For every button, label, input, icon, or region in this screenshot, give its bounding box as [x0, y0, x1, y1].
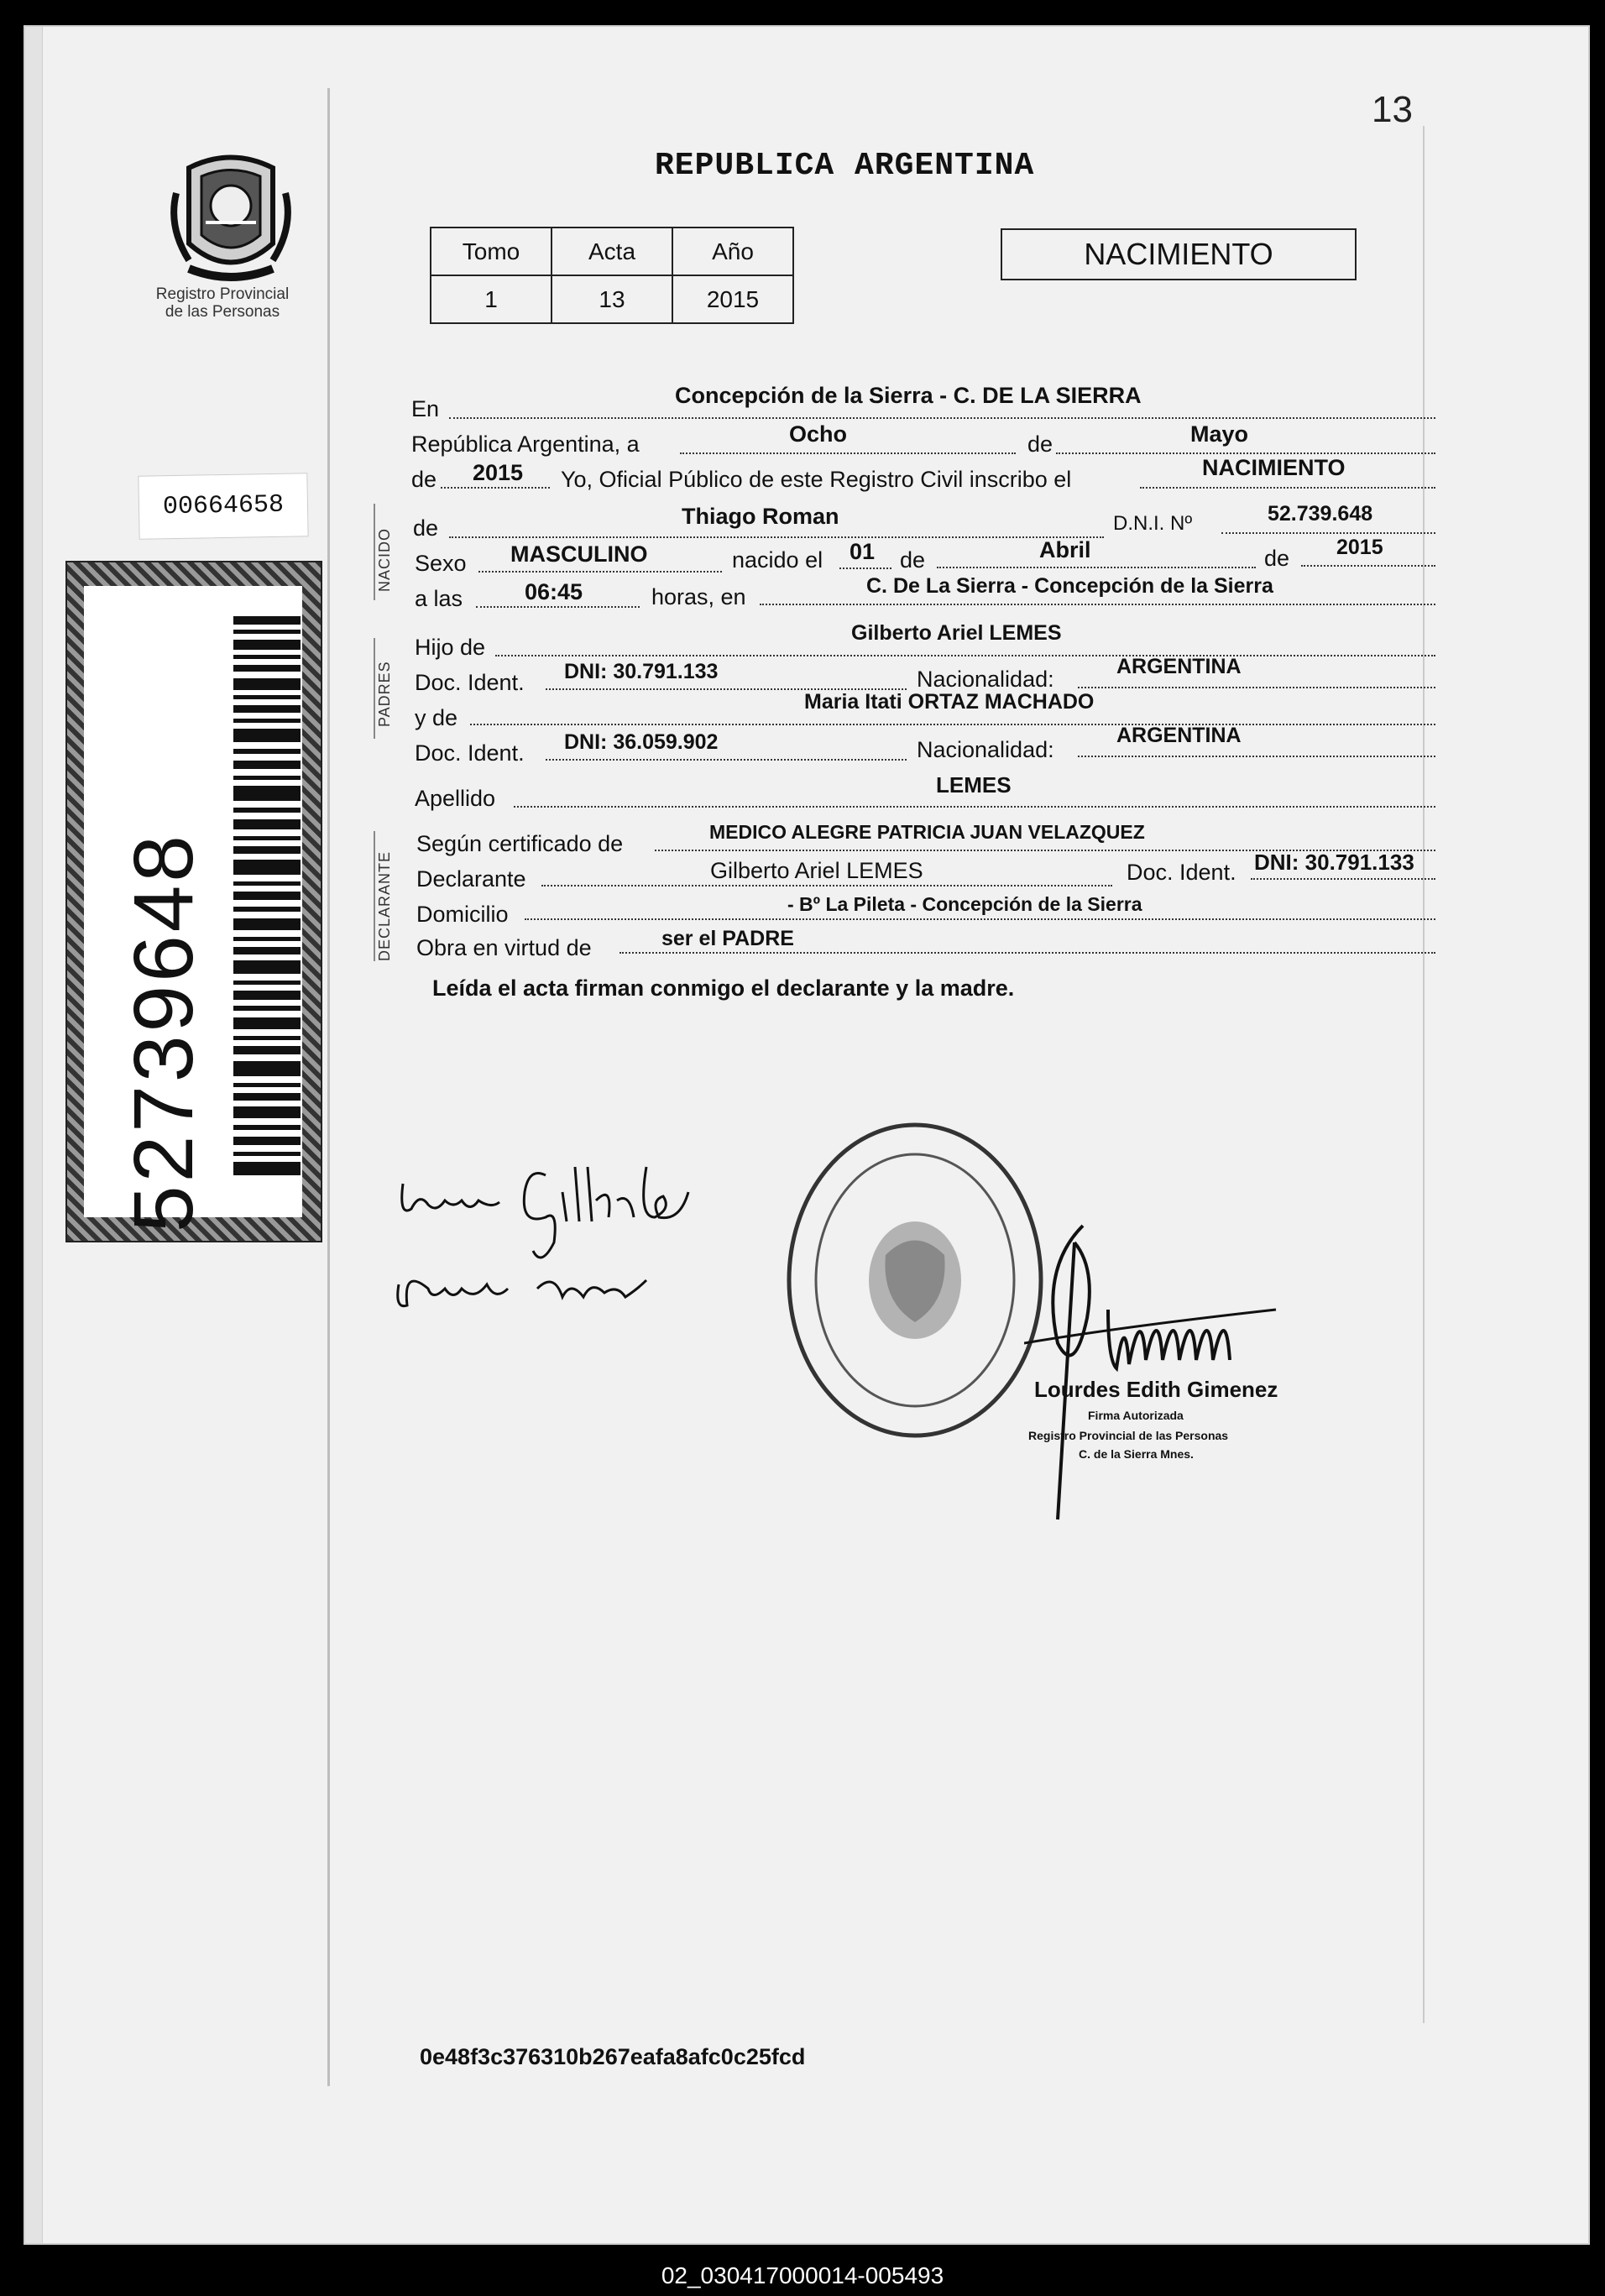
- official-seal: [781, 1117, 1049, 1444]
- field-nac-mes: Abril: [1039, 537, 1091, 562]
- label-de-nombre: de: [413, 515, 439, 541]
- dotted-line: [478, 571, 722, 573]
- control-number-label: 00664658: [138, 473, 308, 540]
- logo-caption-line1: Registro Provincial: [155, 285, 290, 303]
- field-nombre: Thiago Roman: [682, 504, 839, 529]
- field-declarante: Gilberto Ariel LEMES: [710, 858, 923, 883]
- label-horas-en: horas, en: [651, 584, 746, 609]
- field-padre-nac: ARGENTINA: [1116, 655, 1242, 678]
- registry-value-anio: 2015: [672, 275, 793, 323]
- registry-header-tomo: Tomo: [431, 228, 552, 275]
- label-doc-ident-2: Doc. Ident.: [415, 740, 525, 766]
- label-de-2: de: [900, 547, 926, 573]
- dotted-line: [514, 806, 1435, 808]
- dotted-line: [680, 452, 1016, 454]
- label-sexo: Sexo: [415, 551, 467, 576]
- registry-value-acta: 13: [552, 275, 672, 323]
- label-nacionalidad-2: Nacionalidad:: [917, 737, 1054, 762]
- document-title: REPUBLICA ARGENTINA: [655, 148, 1035, 184]
- field-padre-doc: DNI: 30.791.133: [564, 660, 719, 683]
- dotted-line: [476, 606, 640, 608]
- label-de-year: de: [411, 467, 437, 492]
- label-domicilio: Domicilio: [416, 902, 509, 927]
- label-yo-oficial: Yo, Oficial Público de este Registro Civil inscribo el: [561, 467, 1072, 492]
- field-sexo: MASCULINO: [510, 541, 648, 567]
- document-type-box: NACIMIENTO: [1001, 228, 1357, 280]
- barcode-frame: [65, 561, 322, 1242]
- logo-caption-line2: de las Personas: [165, 303, 280, 321]
- field-declarante-doc: DNI: 30.791.133: [1254, 850, 1414, 875]
- label-nacionalidad-1: Nacionalidad:: [917, 667, 1054, 692]
- province-seal-logo: [155, 143, 306, 294]
- footer-file-id: 02_030417000014-005493: [661, 2262, 944, 2288]
- field-apellido: LEMES: [936, 772, 1012, 798]
- dotted-line: [546, 759, 907, 761]
- dotted-line: [441, 487, 550, 489]
- field-tipo: NACIMIENTO: [1202, 455, 1346, 480]
- label-doc-ident-3: Doc. Ident.: [1127, 860, 1236, 885]
- dotted-line: [937, 567, 1256, 568]
- label-declarante: Declarante: [416, 866, 526, 892]
- registry-header-anio: Año: [672, 228, 793, 275]
- field-dia: Ocho: [789, 421, 848, 447]
- section-rule-nacido: [374, 504, 375, 600]
- dotted-line: [541, 885, 1112, 886]
- officer-registry: Registro Provincial de las Personas: [1028, 1429, 1229, 1442]
- registry-table: [430, 227, 794, 324]
- label-dni: D.N.I. Nº: [1113, 512, 1193, 535]
- dotted-line: [1221, 532, 1435, 534]
- dotted-line: [470, 724, 1435, 725]
- barcode-bars: [233, 616, 301, 1187]
- field-nac-dia: 01: [850, 539, 876, 564]
- field-madre-nac: ARGENTINA: [1116, 724, 1242, 747]
- label-de-mes: de: [1027, 431, 1053, 457]
- field-madre: Maria Itati ORTAZ MACHADO: [804, 690, 1095, 714]
- officer-signature: [1024, 1217, 1310, 1528]
- dotted-line: [449, 417, 1435, 419]
- dotted-line: [449, 536, 1104, 538]
- officer-title: Firma Autorizada: [1088, 1409, 1184, 1422]
- field-lugar-nac: C. De La Sierra - Concepción de la Sierra: [866, 574, 1273, 598]
- label-en: En: [411, 396, 440, 421]
- barcode-panel: [84, 586, 302, 1232]
- logo-caption: [126, 285, 319, 321]
- field-padre: Gilberto Ariel LEMES: [851, 621, 1062, 645]
- officer-location: C. de la Sierra Mnes.: [1079, 1447, 1194, 1461]
- field-domicilio: - Bº La Pileta - Concepción de la Sierra: [787, 893, 1142, 915]
- field-obra: ser el PADRE: [661, 927, 794, 950]
- document-hash: 0e48f3c376310b267eafa8afc0c25fcd: [420, 2044, 806, 2069]
- signature-parents: [395, 1142, 772, 1326]
- right-rule: [1423, 126, 1425, 2023]
- dotted-line: [495, 655, 1435, 656]
- field-hora: 06:45: [525, 579, 583, 604]
- label-doc-ident-1: Doc. Ident.: [415, 670, 525, 695]
- closing-statement: Leída el acta firman conmigo el declarante y la madre.: [432, 975, 1015, 1001]
- field-madre-doc: DNI: 36.059.902: [564, 730, 719, 754]
- sheet-edge: [25, 27, 43, 2243]
- section-rule-declarante: [374, 831, 375, 961]
- label-obra: Obra en virtud de: [416, 935, 592, 960]
- registry-header-acta: Acta: [552, 228, 672, 275]
- field-mes: Mayo: [1190, 421, 1249, 447]
- registry-value-tomo: 1: [431, 275, 552, 323]
- dotted-line: [1078, 687, 1435, 688]
- page-number: 13: [1372, 89, 1413, 130]
- dotted-line: [839, 567, 891, 569]
- label-de-3: de: [1264, 546, 1290, 571]
- barcode-number: 52739648: [117, 832, 211, 1232]
- dotted-line: [1140, 487, 1435, 489]
- label-y-de: y de: [415, 705, 458, 730]
- field-certificado: MEDICO ALEGRE PATRICIA JUAN VELAZQUEZ: [709, 821, 1145, 843]
- dotted-line: [1078, 756, 1435, 757]
- dotted-line: [1056, 452, 1435, 454]
- field-nac-anio: 2015: [1336, 536, 1383, 559]
- label-hijo-de: Hijo de: [415, 635, 486, 660]
- field-anio: 2015: [473, 460, 524, 485]
- label-apellido: Apellido: [415, 786, 496, 811]
- dotted-line: [620, 952, 1435, 954]
- field-lugar: Concepción de la Sierra - C. DE LA SIERRA: [675, 383, 1142, 408]
- section-rule-padres: [374, 638, 375, 739]
- margin-rule: [327, 88, 330, 2086]
- label-a-las: a las: [415, 586, 463, 611]
- dotted-line: [1251, 878, 1435, 880]
- section-label-nacido: NACIDO: [376, 527, 393, 592]
- section-label-declarante: DECLARANTE: [376, 850, 393, 961]
- label-nacido-el: nacido el: [732, 547, 823, 573]
- dotted-line: [1301, 565, 1435, 567]
- dotted-line: [760, 604, 1435, 605]
- label-republica: República Argentina, a: [411, 431, 640, 457]
- field-dni: 52.739.648: [1268, 502, 1373, 526]
- section-label-padres: PADRES: [376, 661, 393, 727]
- officer-name: Lourdes Edith Gimenez: [1034, 1377, 1278, 1402]
- label-segun: Según certificado de: [416, 831, 624, 856]
- dotted-line: [525, 918, 1435, 920]
